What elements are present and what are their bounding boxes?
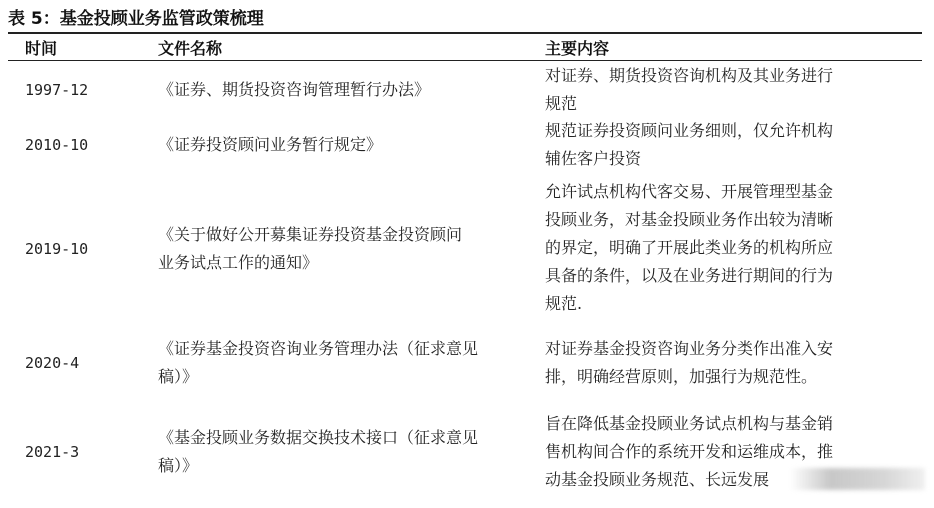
row-time: 2019-10 <box>25 240 89 258</box>
row-content: 具备的条件，以及在业务进行期间的行为 <box>545 266 834 285</box>
row-content: 排，明确经营原则，加强行为规范性。 <box>545 367 818 386</box>
row-content: 售机构间合作的系统开发和运维成本，推 <box>545 442 834 461</box>
table-title: 表 5：基金投顾业务监管政策梳理 <box>8 9 264 29</box>
top-rule <box>8 32 922 34</box>
header-file: 文件名称 <box>158 39 223 58</box>
row-content: 允许试点机构代客交易、开展管理型基金 <box>545 182 834 201</box>
header-content: 主要内容 <box>545 39 610 58</box>
header-time: 时间 <box>25 39 58 58</box>
blurred-watermark <box>790 468 925 490</box>
row-content: 投顾业务，对基金投顾业务作出较为清晰 <box>545 210 834 229</box>
row-time: 1997-12 <box>25 81 89 99</box>
row-content: 规范. <box>545 294 583 313</box>
row-file: 《关于做好公开募集证券投资基金投资顾问 <box>158 225 463 244</box>
row-file: 稿）》 <box>158 456 199 475</box>
header-rule <box>8 60 922 61</box>
row-content: 规范证券投资顾问业务细则，仅允许机构 <box>545 121 834 140</box>
row-time: 2021-3 <box>25 443 80 461</box>
row-file: 《证券、期货投资咨询管理暂行办法》 <box>158 80 431 99</box>
row-content: 辅佐客户投资 <box>545 149 642 168</box>
row-content: 的界定，明确了开展此类业务的机构所应 <box>545 238 834 257</box>
row-time: 2010-10 <box>25 136 89 154</box>
row-content: 动基金投顾业务规范、长远发展 <box>545 470 770 489</box>
row-content: 旨在降低基金投顾业务试点机构与基金销 <box>545 414 834 433</box>
row-content: 规范 <box>545 94 578 113</box>
row-file: 《证券投资顾问业务暂行规定》 <box>158 135 383 154</box>
row-content: 对证券、期货投资咨询机构及其业务进行 <box>545 66 834 85</box>
row-file: 《证券基金投资咨询业务管理办法（征求意见 <box>158 339 479 358</box>
row-content: 对证券基金投资咨询业务分类作出准入安 <box>545 339 834 358</box>
row-file: 《基金投顾业务数据交换技术接口（征求意见 <box>158 428 479 447</box>
row-file: 稿）》 <box>158 367 199 386</box>
row-time: 2020-4 <box>25 354 80 372</box>
row-file: 业务试点工作的通知》 <box>158 253 319 272</box>
